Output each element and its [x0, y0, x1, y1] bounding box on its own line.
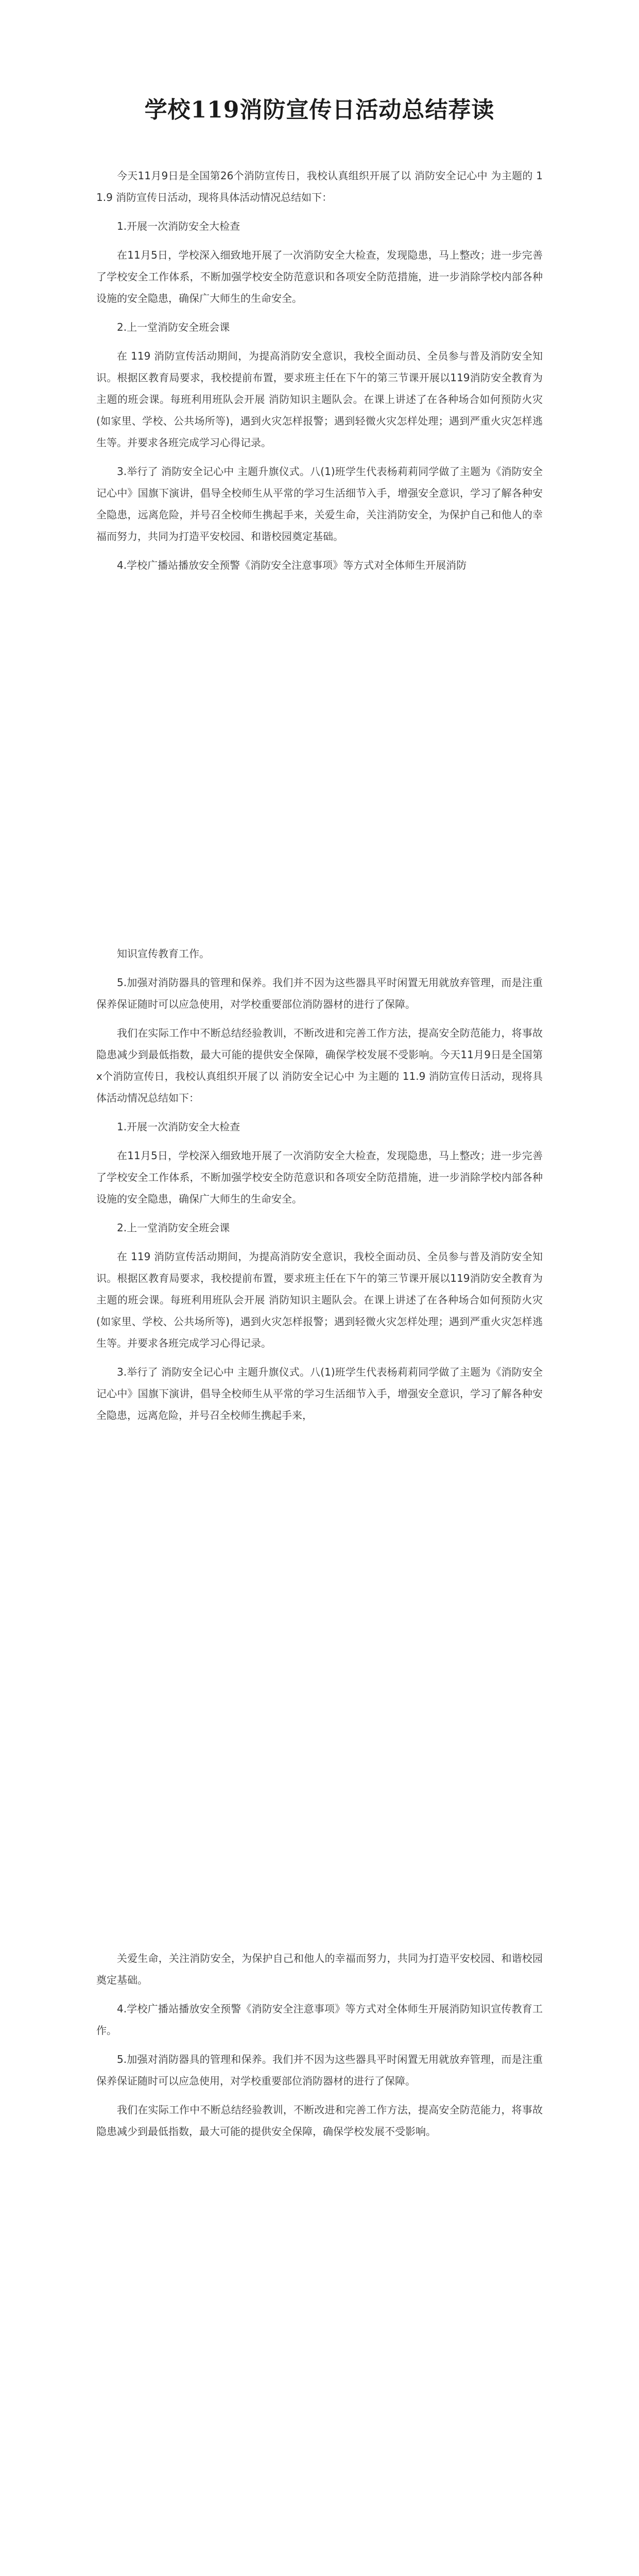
text-block-3 — [96, 1947, 543, 2149]
text-block-1 — [96, 165, 543, 583]
text-block-2 — [96, 943, 543, 1433]
paragraph: 4.学校广播站播放安全预警《消防安全注意事项》等方式对全体师生开展消防 — [117, 559, 467, 571]
paragraph: 在11月5日，学校深入细致地开展了一次消防安全大检查，发现隐患，马上整改；进一步完善了学校安全工作体系，不断加强学校安全防范意识和各项安全防范措施，进一步消除学校内部各种设施的安全隐患，确保广大师生的生命安全。 — [96, 249, 543, 304]
paragraph: 3.举行了 消防安全记心中 主题升旗仪式。八(1)班学生代表杨莉莉同学做了主题为《消防安全记心中》国旗下演讲，倡导全校师生从平常的学习生活细节入手，增强安全意识，学习了解各种安全隐患，远离危险，并号召全校师生携起手来， — [96, 1366, 543, 1421]
page-title: 学校119消防宣传日活动总结荐读 — [144, 97, 495, 124]
paragraph: 我们在实际工作中不断总结经验教训，不断改进和完善工作方法，提高安全防范能力，将事故隐患减少到最低指数，最大可能的提供安全保障，确保学校发展不受影响。 — [96, 2104, 543, 2138]
paragraph: 2.上一堂消防安全班会课 — [117, 1222, 230, 1234]
paragraph: 在 119 消防宣传活动期间，为提高消防安全意识，我校全面动员、全员参与普及消防安全知识。根据区教育局要求，我校提前布置，要求班主任在下午的第三节课开展以119消防安全教育为主题的班会课。每班利用班队会开展 消防知识主题队会。在课上讲述了在各种场合如何预防火灾(如家里、学校、公共场所等)，遇到火灾怎样报警；遇到轻微火灾怎样处理；遇到严重火灾怎样逃生等。并要求各班完成学习心得记录。 — [96, 1250, 543, 1349]
paragraph: 知识宣传教育工作。 — [117, 947, 210, 960]
paragraph: 在11月5日，学校深入细致地开展了一次消防安全大检查，发现隐患，马上整改；进一步完善了学校安全工作体系，不断加强学校安全防范意识和各项安全防范措施，进一步消除学校内部各种设施的安全隐患，确保广大师生的生命安全。 — [96, 1149, 543, 1205]
paragraph: 5.加强对消防器具的管理和保养。我们并不因为这些器具平时闲置无用就放弃管理，而是注重保养保证随时可以应急使用，对学校重要部位消防器材的进行了保障。 — [96, 2053, 543, 2087]
paragraph: 今天11月9日是全国第26个消防宣传日，我校认真组织开展了以 消防安全记心中 为主题的 11.9 消防宣传日活动，现将具体活动情况总结如下： — [96, 170, 543, 204]
paragraph: 5.加强对消防器具的管理和保养。我们并不因为这些器具平时闲置无用就放弃管理，而是注重保养保证随时可以应急使用，对学校重要部位消防器材的进行了保障。 — [96, 976, 543, 1010]
paragraph: 4.学校广播站播放安全预警《消防安全注意事项》等方式对全体师生开展消防知识宣传教育工作。 — [96, 2003, 543, 2037]
paragraph: 关爱生命，关注消防安全，为保护自己和他人的幸福而努力，共同为打造平安校园、和谐校园奠定基础。 — [96, 1952, 543, 1986]
paragraph: 3.举行了 消防安全记心中 主题升旗仪式。八(1)班学生代表杨莉莉同学做了主题为《消防安全记心中》国旗下演讲，倡导全校师生从平常的学习生活细节入手，增强安全意识，学习了解各种安全隐患，远离危险，并号召全校师生携起手来，关爱生命，关注消防安全，为保护自己和他人的幸福而努力，共同为打造平安校园、和谐校园奠定基础。 — [96, 465, 543, 543]
paragraph: 在 119 消防宣传活动期间，为提高消防安全意识，我校全面动员、全员参与普及消防安全知识。根据区教育局要求，我校提前布置，要求班主任在下午的第三节课开展以119消防安全教育为主题的班会课。每班利用班队会开展 消防知识主题队会。在课上讲述了在各种场合如何预防火灾(如家里、学校、公共场所等)，遇到火灾怎样报警；遇到轻微火灾怎样处理；遇到严重火灾怎样逃生等。并要求各班完成学习心得记录。 — [96, 350, 543, 449]
paragraph: 1.开展一次消防安全大检查 — [117, 1121, 240, 1133]
paragraph: 我们在实际工作中不断总结经验教训，不断改进和完善工作方法，提高安全防范能力，将事故隐患减少到最低指数，最大可能的提供安全保障，确保学校发展不受影响。今天11月9日是全国第x个消防宣传日，我校认真组织开展了以 消防安全记心中 为主题的 11.9 消防宣传日活动，现将具体活动情况总结如下： — [96, 1027, 543, 1104]
paragraph: 1.开展一次消防安全大检查 — [117, 220, 240, 232]
paragraph: 2.上一堂消防安全班会课 — [117, 321, 230, 333]
